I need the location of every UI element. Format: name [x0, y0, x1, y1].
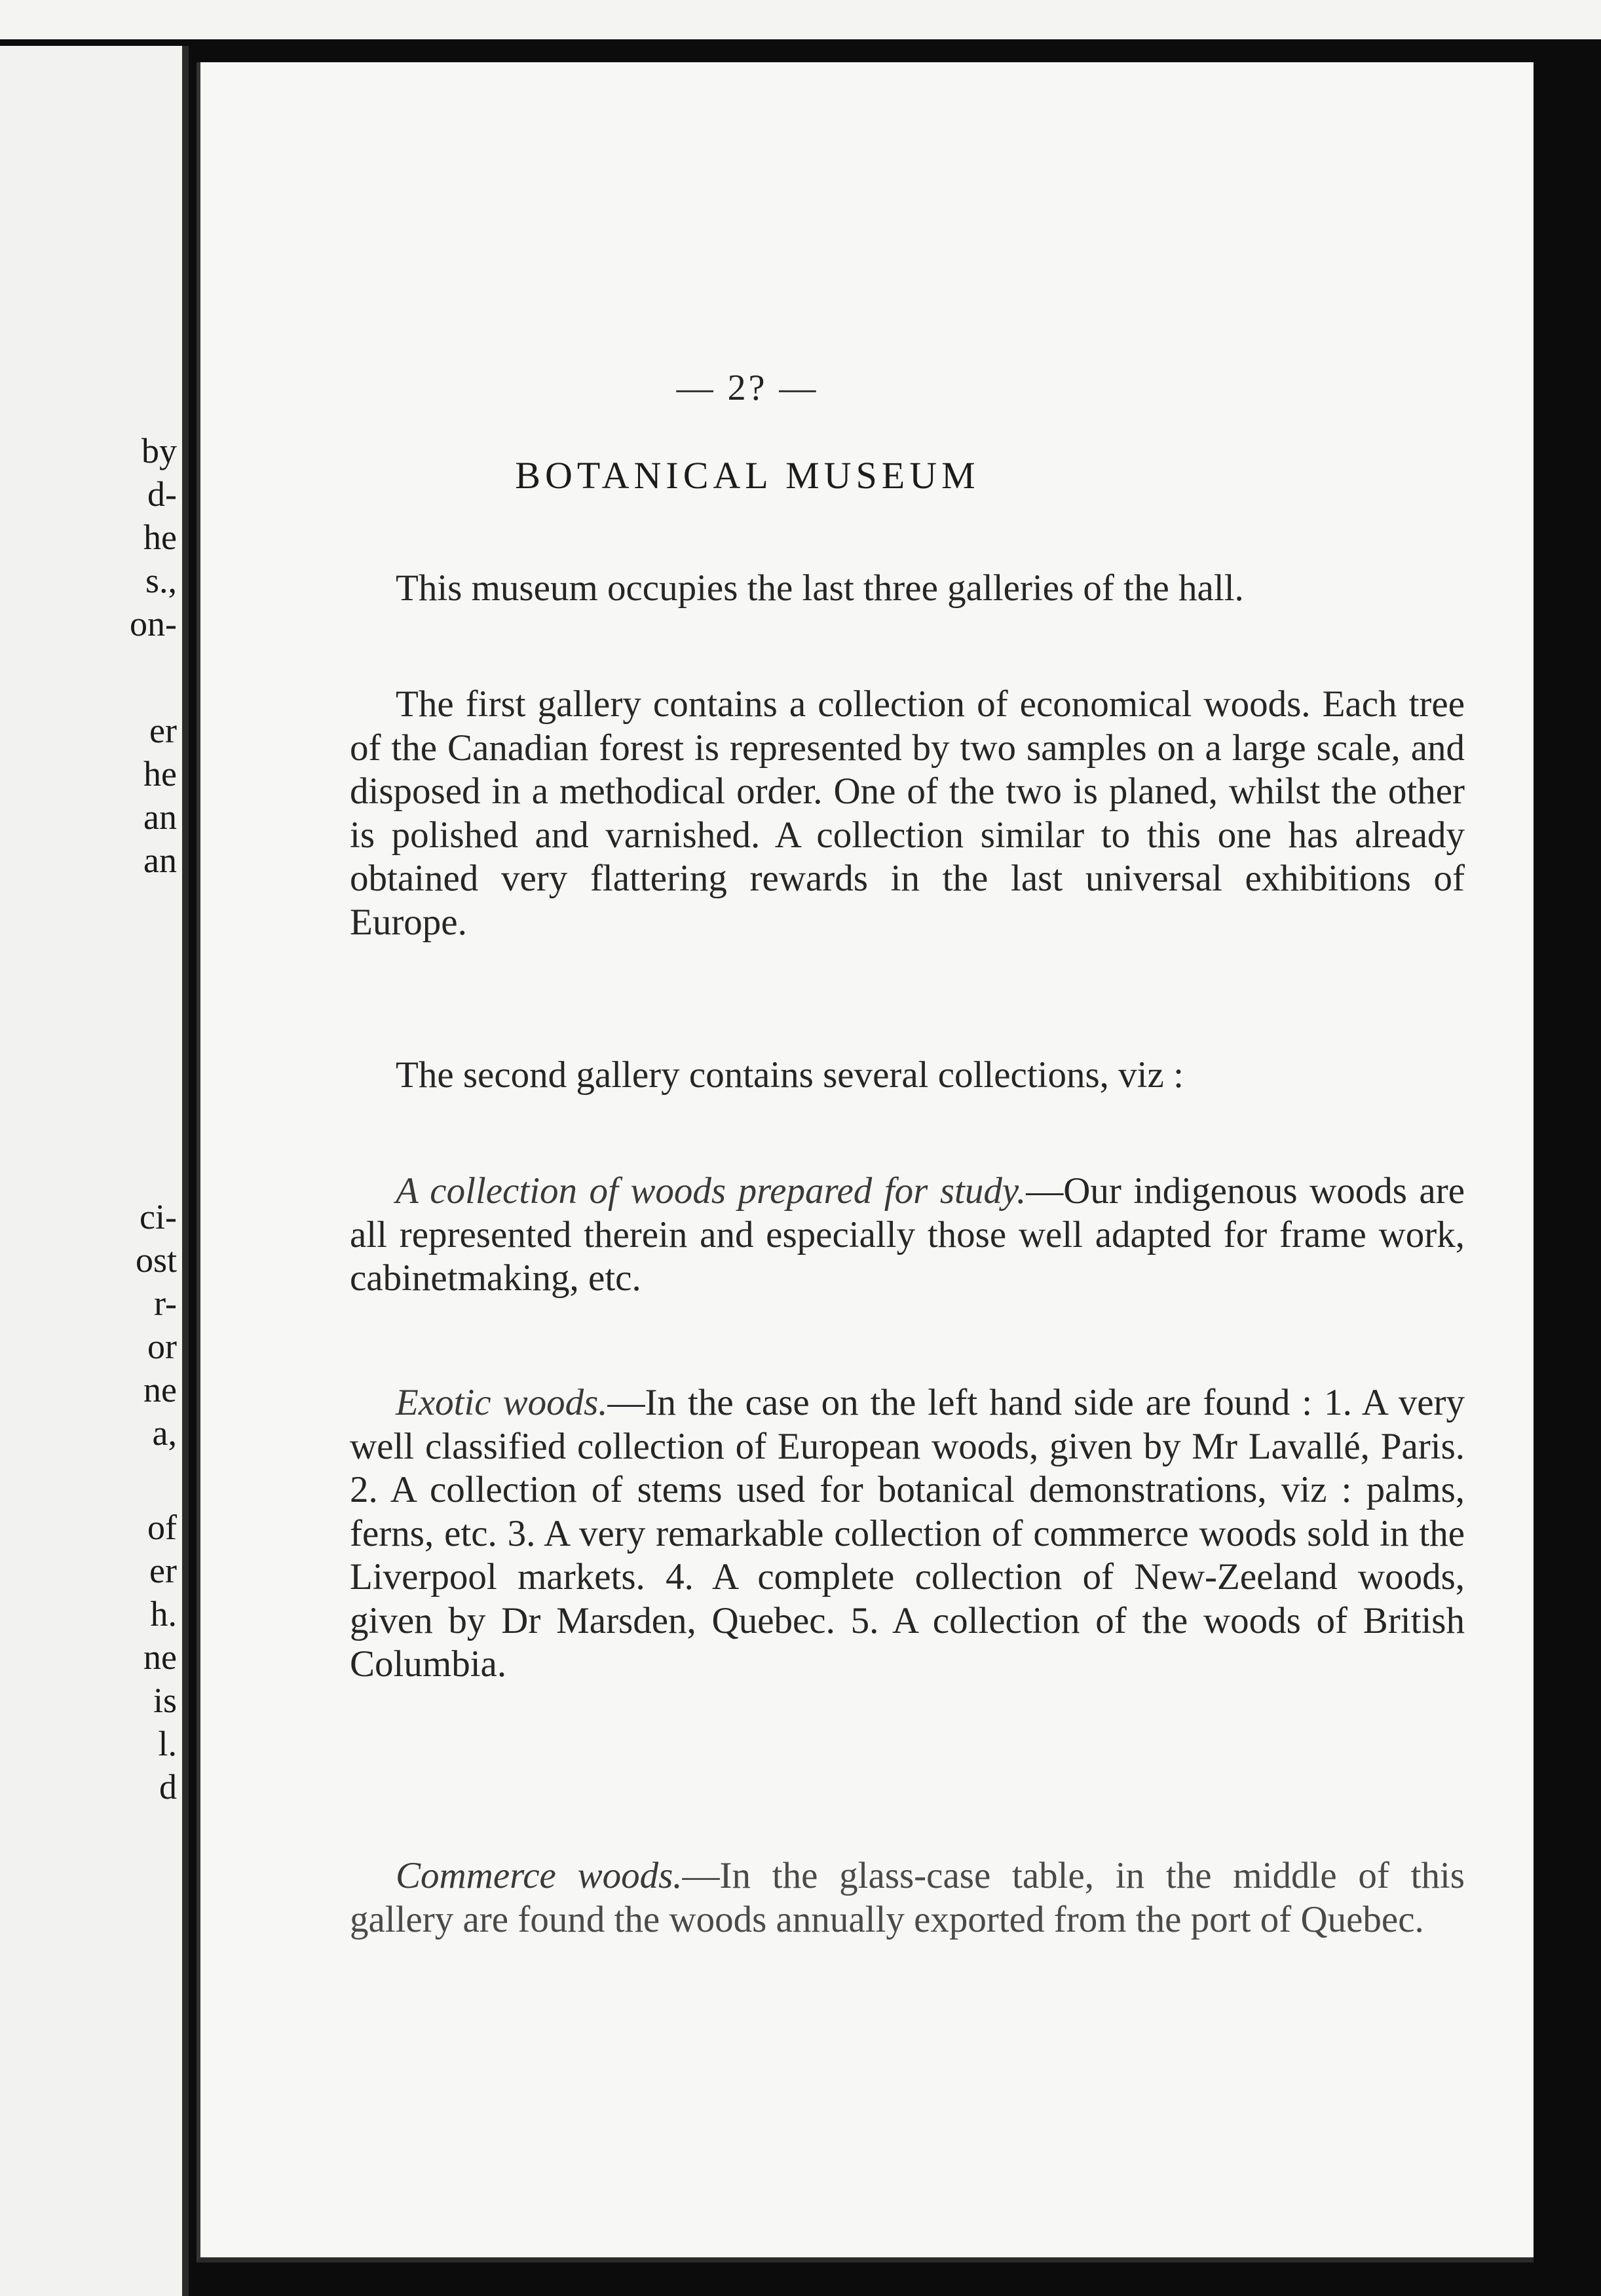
- left-page-fragment: ne: [143, 1370, 177, 1409]
- left-page-fragment: h.: [150, 1594, 177, 1634]
- paragraph-first-gallery: The first gallery contains a collection of economical woods. Each tree of the Canadian forest is represented by two samples on a large scale, and disposed in a methodical order. One of the two is planed, whilst the other is polished and varnished. A collection similar to this one has already obtained very flattering rewards in the last universal exhibitions of Europe.: [350, 683, 1465, 943]
- left-page-fragment: er: [149, 1551, 177, 1590]
- left-page-fragment: er: [149, 711, 177, 750]
- left-page-fragment: or: [147, 1327, 177, 1366]
- left-page-edge: [0, 46, 189, 2296]
- left-page-fragment: of: [147, 1508, 177, 1547]
- left-page-fragment: d: [159, 1767, 177, 1807]
- left-page-fragment: is: [153, 1681, 177, 1720]
- page-number: — 2? —: [676, 368, 819, 408]
- exotic-woods-body: —In the case on the left hand side are found : 1. A very well classified collection of European woods, given by Mr Lavallé, Paris. 2. A collection of stems used for botanical demonstrations, viz : palms, ferns, etc. 3. A very remarkable collection of commerce woods sold in the Liverpool markets. 4. A complete collection of New-Zeeland woods, given by Dr Marsden, Quebec. 5. A collection of the woods of British Columbia.: [350, 1382, 1465, 1685]
- left-page-fragment: an: [143, 841, 177, 880]
- page-heading: BOTANICAL MUSEUM: [515, 454, 980, 497]
- left-page-fragment: ost: [135, 1240, 177, 1280]
- paragraph-intro: This museum occupies the last three galleries of the hall.: [396, 567, 1244, 609]
- left-page-fragment: an: [143, 797, 177, 837]
- paragraph-commerce-woods: [350, 1854, 1465, 1942]
- paragraph-study-woods: [350, 1170, 1465, 1301]
- scan-top-edge: [0, 0, 1601, 39]
- left-page-fragment: he: [143, 518, 177, 557]
- left-page-fragment: r-: [154, 1284, 177, 1323]
- left-page-fragment: on-: [130, 604, 177, 643]
- left-page-fragment: l.: [158, 1724, 177, 1763]
- left-page-fragment: ne: [143, 1637, 177, 1677]
- study-woods-title: A collection of woods prepared for study.: [396, 1170, 1027, 1212]
- left-page-fragment: by: [141, 431, 177, 470]
- right-page: [197, 62, 1534, 2263]
- left-page-fragment: s.,: [145, 561, 177, 600]
- left-page-fragment: d-: [147, 474, 177, 514]
- paragraph-exotic-woods: [350, 1381, 1465, 1687]
- paragraph-second-gallery: The second gallery contains several collections, viz :: [396, 1054, 1184, 1096]
- left-page-fragment: he: [143, 754, 177, 794]
- study-woods-body: —Our indigenous woods are all represented therein and especially those well adapted for frame work, cabinetmaking, etc.: [350, 1170, 1465, 1299]
- commerce-woods-title: Commerce woods.: [396, 1855, 683, 1896]
- commerce-woods-body: —In the glass-case table, in the middle of this gallery are found the woods annually exported from the port of Quebec.: [350, 1855, 1465, 1940]
- left-page-fragment: a,: [152, 1413, 177, 1453]
- exotic-woods-title: Exotic woods.: [396, 1382, 608, 1423]
- left-page-fragment: ci-: [140, 1197, 177, 1236]
